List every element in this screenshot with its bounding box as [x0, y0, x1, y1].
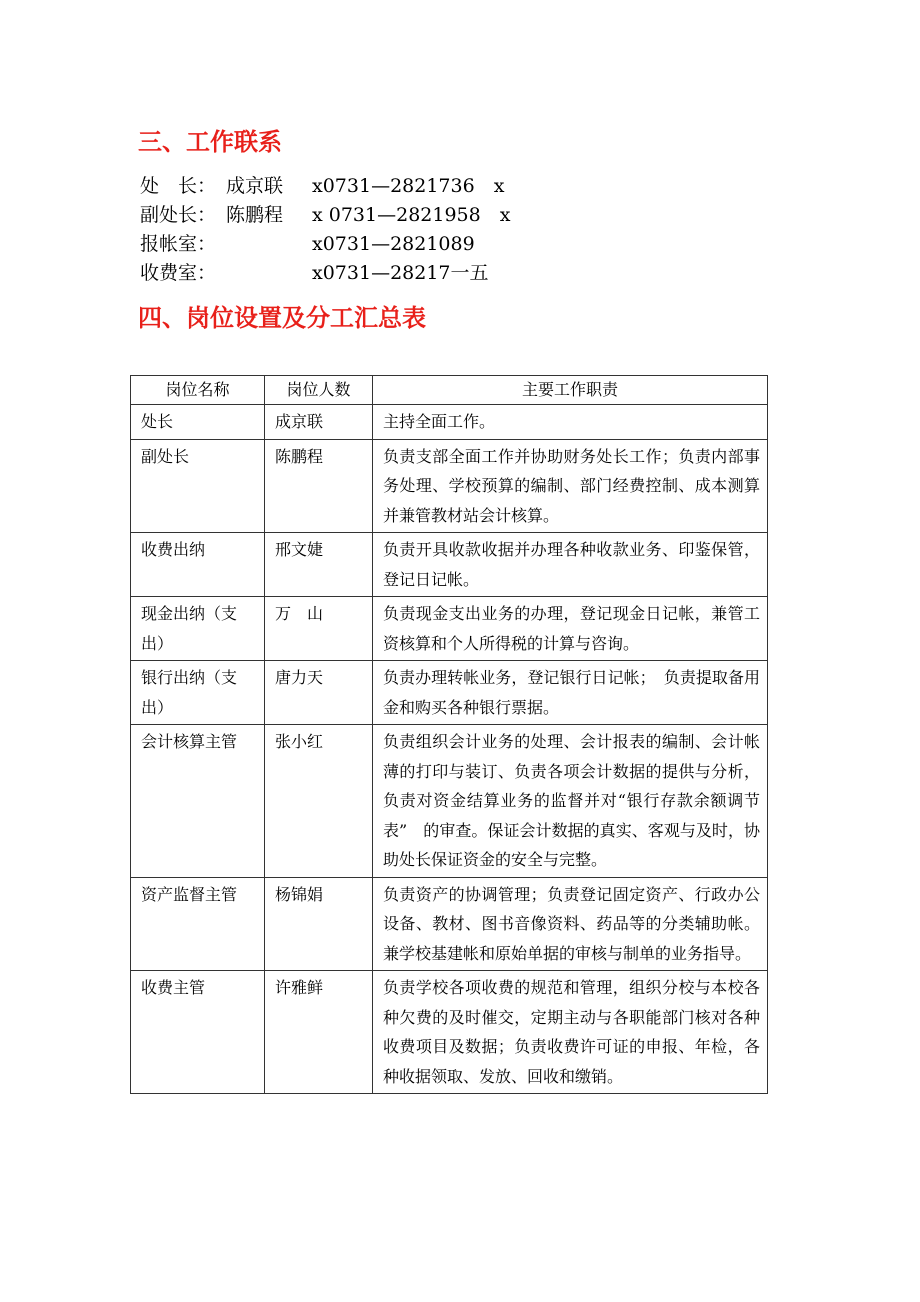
- contact-phone: x0731—28217一五: [312, 262, 489, 284]
- section-4-heading: 四、岗位设置及分工汇总表: [138, 304, 426, 332]
- header-post: 岗位名称: [131, 376, 265, 405]
- cell-duty: 主持全面工作。: [373, 405, 768, 440]
- cell-person: 陈鹏程: [265, 439, 373, 533]
- cell-post: 处长: [131, 405, 265, 440]
- header-duty: 主要工作职责: [373, 376, 768, 405]
- cell-duty: 负责组织会计业务的处理、会计报表的编制、会计帐薄的打印与装订、负责各项会计数据的提供与分析，负责对资金结算业务的监督并对“银行存款余额调节表” 的审查。保证会计数据的真实、客观与及时，协助处长保证资金的安全与完整。: [373, 725, 768, 878]
- cell-person: 许雅鲜: [265, 971, 373, 1094]
- contact-role: 报帐室：: [140, 233, 217, 255]
- cell-duty: 负责开具收款收据并办理各种收款业务、印鉴保管，登记日记帐。: [373, 533, 768, 597]
- cell-post: 副处长: [131, 439, 265, 533]
- table-row: [131, 971, 768, 1094]
- cell-post: 资产监督主管: [131, 877, 265, 971]
- table-row: [131, 661, 768, 725]
- cell-person: 张小红: [265, 725, 373, 878]
- contact-role: 处 长：: [140, 175, 217, 197]
- cell-post: 收费主管: [131, 971, 265, 1094]
- contact-role: 收费室：: [140, 262, 217, 284]
- duty-table: [130, 375, 768, 1094]
- cell-duty: 负责支部全面工作并协助财务处长工作；负责内部事务处理、学校预算的编制、部门经费控制、成本测算并兼管教材站会计核算。: [373, 439, 768, 533]
- contact-role: 副处长：: [140, 204, 217, 226]
- cell-person: 成京联: [265, 405, 373, 440]
- contact-phone: x0731—2821089: [312, 233, 475, 255]
- contact-name: 陈鹏程: [226, 204, 284, 226]
- cell-post: 会计核算主管: [131, 725, 265, 878]
- table-row: [131, 597, 768, 661]
- table-row: [131, 533, 768, 597]
- table-row: [131, 439, 768, 533]
- cell-post: 银行出纳（支出）: [131, 661, 265, 725]
- cell-duty: 负责学校各项收费的规范和管理，组织分校与本校各种欠费的及时催交，定期主动与各职能部门核对各种收费项目及数据；负责收费许可证的申报、年检，各种收据领取、发放、回收和缴销。: [373, 971, 768, 1094]
- table-header-row: [131, 376, 768, 405]
- cell-person: 万 山: [265, 597, 373, 661]
- cell-duty: 负责办理转帐业务，登记银行日记帐； 负责提取备用金和购买各种银行票据。: [373, 661, 768, 725]
- section-3-heading: 三、工作联系: [138, 128, 282, 156]
- contact-phone: x 0731—2821958 x: [312, 204, 511, 226]
- header-person: 岗位人数: [265, 376, 373, 405]
- contact-phone: x0731—2821736 x: [312, 175, 505, 197]
- cell-duty: 负责现金支出业务的办理，登记现金日记帐，兼管工资核算和个人所得税的计算与咨询。: [373, 597, 768, 661]
- cell-person: 唐力天: [265, 661, 373, 725]
- table-row: [131, 725, 768, 878]
- cell-person: 杨锦娟: [265, 877, 373, 971]
- cell-post: 收费出纳: [131, 533, 265, 597]
- cell-duty: 负责资产的协调管理；负责登记固定资产、行政办公设备、教材、图书音像资料、药品等的分类辅助帐。兼学校基建帐和原始单据的审核与制单的业务指导。: [373, 877, 768, 971]
- table-row: [131, 405, 768, 440]
- table-row: [131, 877, 768, 971]
- contact-name: 成京联: [226, 175, 284, 197]
- cell-post: 现金出纳（支出）: [131, 597, 265, 661]
- cell-person: 邢文婕: [265, 533, 373, 597]
